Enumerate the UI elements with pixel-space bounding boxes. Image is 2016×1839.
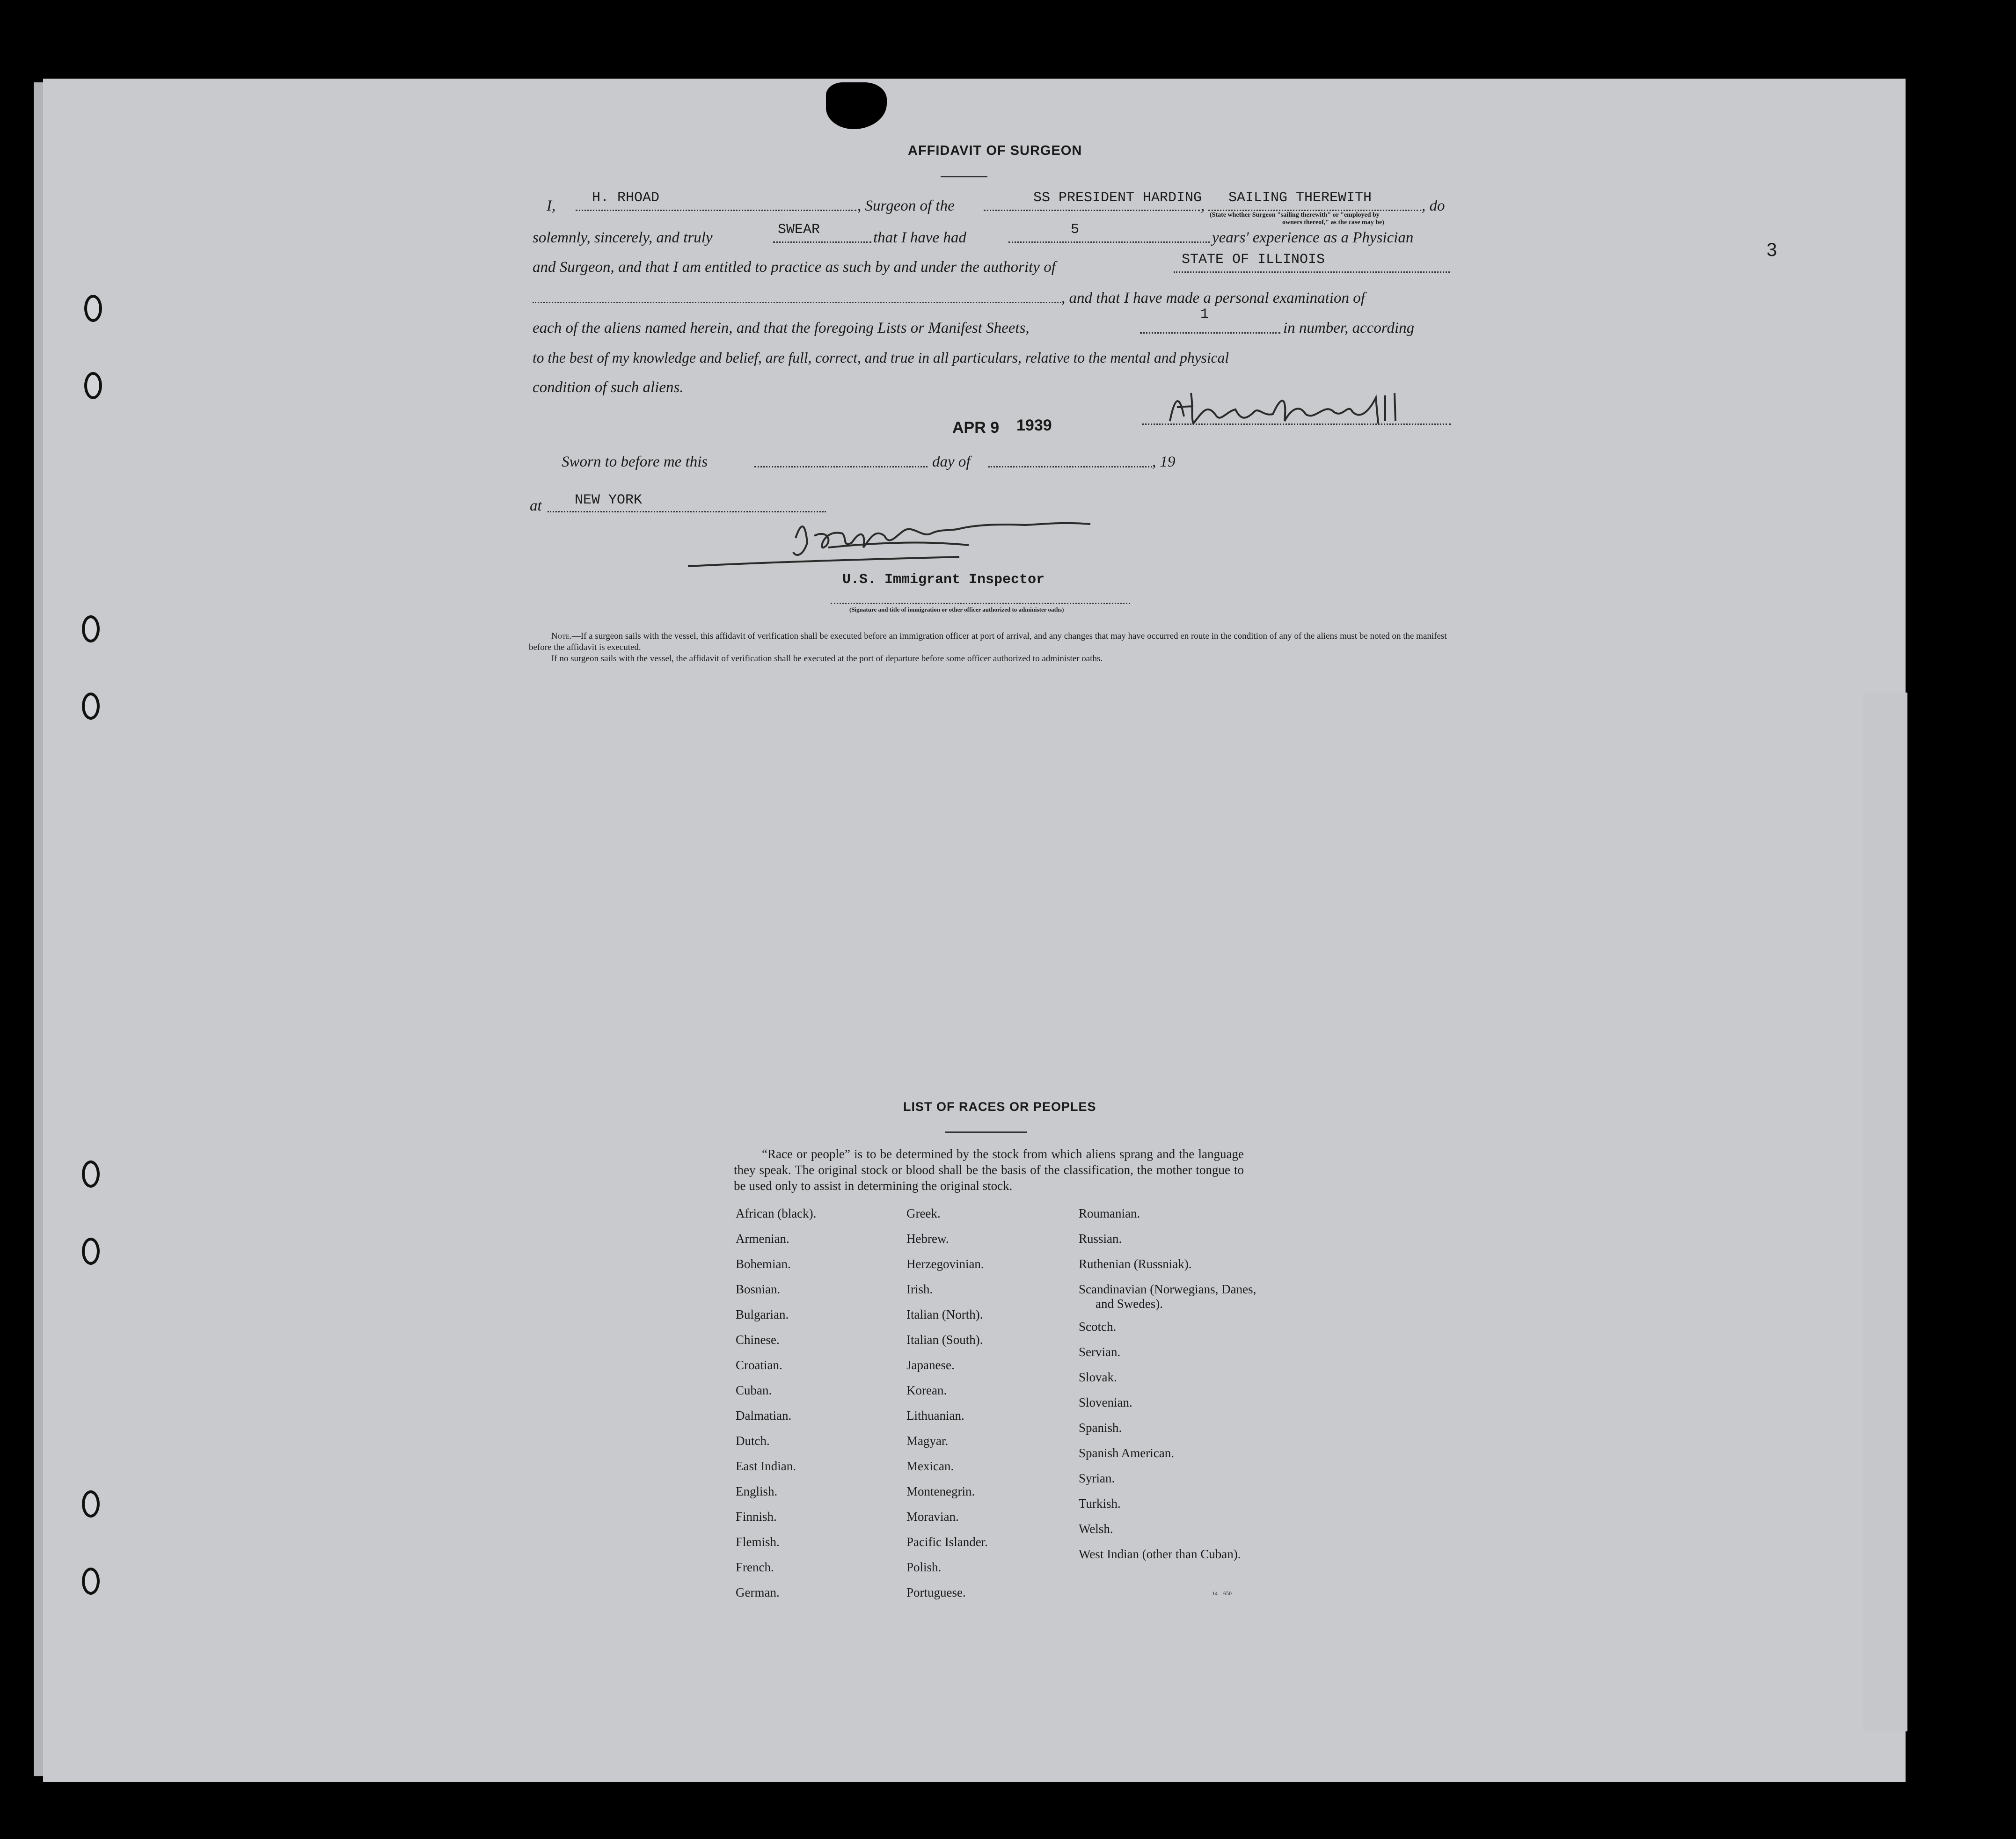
oath-word: SWEAR [778,222,820,238]
line3-prefix: and Surgeon, and that I am entitled to practice as such by and under the authority of [533,259,1056,276]
underlying-page-tab [1863,693,1907,1731]
authority-line [1174,271,1450,273]
races-title-underline [945,1131,1027,1133]
race-entry: Spanish. [1079,1421,1122,1435]
race-entry: Spanish American. [1079,1446,1174,1460]
line2-mid: that I have had [873,229,966,246]
race-entry: Roumanian. [1079,1206,1140,1220]
punch-hole [82,615,100,642]
vessel-line [984,210,1200,211]
vessel-name: SS PRESIDENT HARDING [1033,190,1202,206]
race-entry: Bosnian. [736,1282,781,1296]
line5-suffix: in number, according [1283,320,1415,336]
status-note-2: owners thereof," as the case may be) [1282,219,1384,226]
line5-prefix: each of the aliens named herein, and that the foregoing Lists or Manifest Sheets, [533,320,1030,336]
punch-hole [82,1160,100,1188]
surgeon-status: SAILING THEREWITH [1228,190,1372,206]
years-line [1008,241,1210,243]
race-entry: Italian (South). [906,1333,983,1347]
sworn-day-line [754,466,928,467]
line1-prefix: I, [547,197,556,214]
sheets-line [1140,332,1280,334]
race-entry: Lithuanian. [906,1408,964,1423]
race-entry: Ruthenian (Russniak). [1079,1257,1192,1271]
race-entry: Russian. [1079,1232,1122,1246]
sworn-suffix: , 19 [1152,453,1176,470]
race-entry: East Indian. [736,1459,796,1473]
race-entry: Bohemian. [736,1257,791,1271]
races-title: LIST OF RACES OR PEOPLES [903,1100,1096,1114]
sworn-place: NEW YORK [575,492,643,508]
at-label: at [530,497,542,514]
race-entry: French. [736,1560,774,1574]
race-entry [1079,1547,1245,1584]
race-entry: Portuguese. [906,1585,966,1599]
race-entry: Japanese. [906,1358,955,1372]
officer-title: U.S. Immigrant Inspector [842,572,1045,588]
years-experience: 5 [1071,222,1080,238]
line6: to the best of my knowledge and belief, are full, correct, and true in all particulars, relative to the mental and physical [533,350,1229,366]
officer-caption: (Signature and title of immigration or other officer authorized to administer oaths) [849,606,1064,613]
surgeon-signature [1165,384,1455,435]
race-entry: Italian (North). [906,1307,983,1321]
race-entry: African (black). [736,1206,817,1220]
race-entry-text: West Indian (other than Cuban). [1079,1547,1241,1561]
form-number: 14—650 [1212,1590,1232,1597]
race-entry: Korean. [906,1383,947,1397]
race-entry: Flemish. [736,1535,780,1549]
surgeon-signature-line [1142,423,1451,425]
race-entry: Syrian. [1079,1471,1115,1485]
oath-line [773,241,871,243]
status-line [1208,210,1421,211]
race-entry: Magyar. [906,1434,949,1448]
race-entry: Dutch. [736,1434,770,1448]
race-entry: Slovak. [1079,1370,1117,1384]
line4: , and that I have made a personal examination of [1061,290,1365,306]
punch-hole [82,1490,100,1518]
race-entry: Montenegrin. [906,1484,975,1498]
status-note-1: (State whether Surgeon "sailing therewith" or "employed by [1210,212,1380,219]
line7: condition of such aliens. [533,379,684,396]
sworn-mid: day of [932,453,971,470]
race-entry: Chinese. [736,1333,780,1347]
races-column-3 [1079,1206,1273,1584]
race-entry: Servian. [1079,1345,1121,1359]
sworn-prefix: Sworn to before me this [562,453,708,470]
punch-hole [84,295,102,322]
race-entry: Moravian. [906,1510,959,1524]
race-entry: Mexican. [906,1459,954,1473]
sworn-month-line [988,466,1152,467]
title-underline [941,176,987,177]
line2-prefix: solemnly, sincerely, and truly [533,229,713,246]
races-column-1 [736,1206,816,1611]
affidavit-title: AFFIDAVIT OF SURGEON [908,143,1082,158]
race-entry: Greek. [906,1206,941,1220]
line1-suffix: , do [1422,197,1445,214]
line1-mid: , Surgeon of the [857,197,955,214]
race-entry: Armenian. [736,1232,789,1246]
race-entry: Croatian. [736,1358,782,1372]
race-entry: Polish. [906,1560,942,1574]
race-entry-text: Scandinavian (Norwegians, Danes, and Swedes). [1079,1282,1256,1311]
race-entry: Scotch. [1079,1320,1117,1334]
sheet-count: 1 [1200,306,1209,322]
race-entry: Bulgarian. [736,1307,789,1321]
race-entry [1079,1282,1273,1320]
note-text-1: —If a surgeon sails with the vessel, this affidavit of verification shall be executed before an immigration officer at port of arrival, and any changes that may have occurred en route in the condition of any of the aliens must be noted on the manifest before the affidavit is executed. [529,631,1447,652]
punch-hole [82,1568,100,1595]
surgeon-name: H. RHOAD [592,190,660,206]
race-entry: Irish. [906,1282,933,1296]
punch-hole [84,372,102,399]
race-entry: Slovenian. [1079,1395,1132,1409]
race-entry: Welsh. [1079,1522,1113,1536]
punch-hole [82,693,100,720]
date-stamp-year: 1939 [1016,416,1052,434]
races-intro: “Race or people” is to be determined by the stock from which aliens sprang and the language they speak. The original stock or blood shall be the basis of the classification, the mother tongue to be used only to assist in determining the original stock. [734,1147,1244,1193]
comma: , [1201,197,1205,214]
note-text-2: If no surgeon sails with the vessel, the affidavit of verification shall be executed at the port of departure before some officer authorized to administer oaths. [551,653,1103,664]
punch-hole [82,1238,100,1265]
race-entry: Pacific Islander. [906,1535,988,1549]
race-entry: English. [736,1484,778,1498]
surgeon-name-line [576,210,856,211]
race-entry: Hebrew. [906,1232,949,1246]
race-entry: Turkish. [1079,1496,1121,1511]
authority-line-2 [533,302,1061,303]
line2-suffix: years' experience as a Physician [1212,229,1414,246]
race-entry: German. [736,1585,780,1599]
page-number: 3 [1767,240,1777,260]
race-entry: Dalmatian. [736,1408,792,1423]
inspector-signature [688,510,1203,576]
practice-authority: STATE OF ILLINOIS [1182,252,1325,268]
note-label: Note. [551,631,572,641]
race-entry: Cuban. [736,1383,772,1397]
races-column-2 [906,1206,988,1611]
surgeon-note [529,631,1451,664]
officer-line [831,603,1130,604]
date-stamp-month-day: APR 9 [952,419,1000,437]
race-entry: Herzegovinian. [906,1257,984,1271]
race-entry: Finnish. [736,1510,777,1524]
